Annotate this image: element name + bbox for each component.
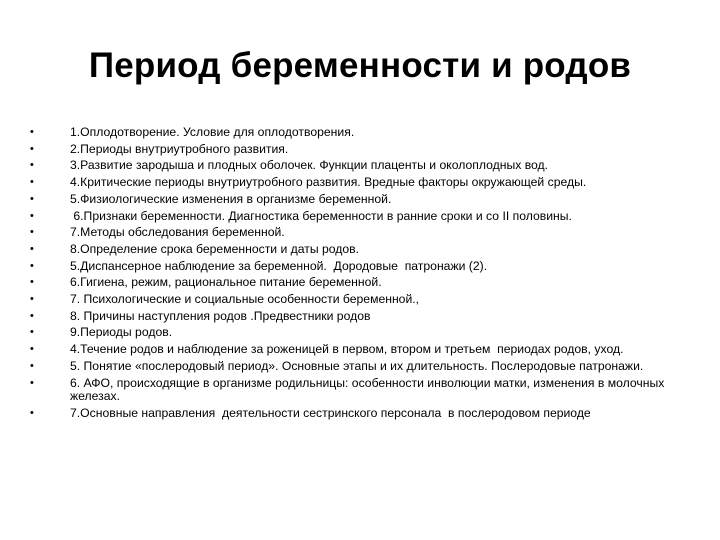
list-item-text: 7. Психологические и социальные особенности беременной.,	[70, 292, 420, 307]
bullet-icon: •	[30, 259, 34, 272]
list-item-text: 8. Причины наступления родов .Предвестники родов	[70, 308, 371, 323]
list-item	[30, 210, 690, 223]
list-item-text: 9.Периоды родов.	[70, 325, 173, 340]
bullet-icon: •	[30, 192, 34, 205]
bullet-icon: •	[30, 343, 34, 356]
list-item	[30, 159, 690, 172]
list-item-text: 4.Течение родов и наблюдение за роженицей в первом, втором и третьем периодах родов, уход.	[70, 342, 624, 357]
list-item	[30, 276, 690, 289]
slide-title: Период беременности и родов	[88, 46, 632, 85]
list-item-text: 4.Критические периоды внутриутробного развития. Вредные факторы окружающей среды.	[70, 175, 587, 190]
list-item-text: 7.Основные направления деятельности сестринского персонала в послеродовом периоде	[70, 405, 591, 420]
list-item-text: 6. АФО, происходящие в организме родильницы: особенности инволюции матки, изменения в молочных железах.	[70, 375, 668, 403]
list-item-text: 7.Методы обследования беременной.	[70, 225, 285, 240]
list-item-text: 1.Оплодотворение. Условие для оплодотворения.	[70, 125, 355, 139]
list-item	[30, 193, 690, 206]
list-item	[30, 343, 690, 356]
bullet-icon: •	[30, 309, 34, 322]
bullet-icon: •	[30, 209, 34, 222]
list-item	[30, 176, 690, 189]
list-item-text: 6.Гигиена, режим, рациональное питание беременной.	[70, 275, 382, 290]
list-item	[30, 243, 690, 256]
bullet-icon: •	[30, 242, 34, 255]
list-item	[30, 293, 690, 306]
bullet-icon: •	[30, 226, 34, 239]
list-item	[30, 407, 690, 420]
list-item	[30, 126, 690, 139]
topic-list	[30, 126, 690, 423]
list-item	[30, 310, 690, 323]
bullet-icon: •	[30, 142, 34, 155]
list-item-text: 8.Определение срока беременности и даты родов.	[70, 241, 360, 256]
list-item-text: 5.Физиологические изменения в организме беременной.	[70, 191, 392, 206]
list-item	[30, 260, 690, 273]
list-item-text: 5.Диспансерное наблюдение за беременной. Дородовые патронажи (2).	[70, 258, 488, 273]
bullet-icon: •	[30, 359, 34, 372]
bullet-icon: •	[30, 276, 34, 289]
list-item-text: 5. Понятие «послеродовый период». Основные этапы и их длительность. Послеродовые патронажи.	[70, 358, 644, 373]
bullet-icon: •	[30, 406, 34, 419]
list-item-text: 3.Развитие зародыша и плодных оболочек. Функции плаценты и околоплодных вод.	[70, 158, 549, 173]
list-item-text: 6.Признаки беременности. Диагностика беременности в ранние сроки и со II половины.	[70, 208, 572, 223]
bullet-icon: •	[30, 293, 34, 306]
bullet-icon: •	[30, 159, 34, 172]
list-item	[30, 226, 690, 239]
list-item-text: 2.Периоды внутриутробного развития.	[70, 141, 289, 156]
bullet-icon: •	[30, 126, 34, 138]
list-item	[30, 360, 690, 373]
list-item	[30, 377, 690, 404]
bullet-icon: •	[30, 176, 34, 189]
bullet-icon: •	[30, 376, 34, 389]
list-item	[30, 326, 690, 339]
bullet-icon: •	[30, 326, 34, 339]
list-item	[30, 143, 690, 156]
